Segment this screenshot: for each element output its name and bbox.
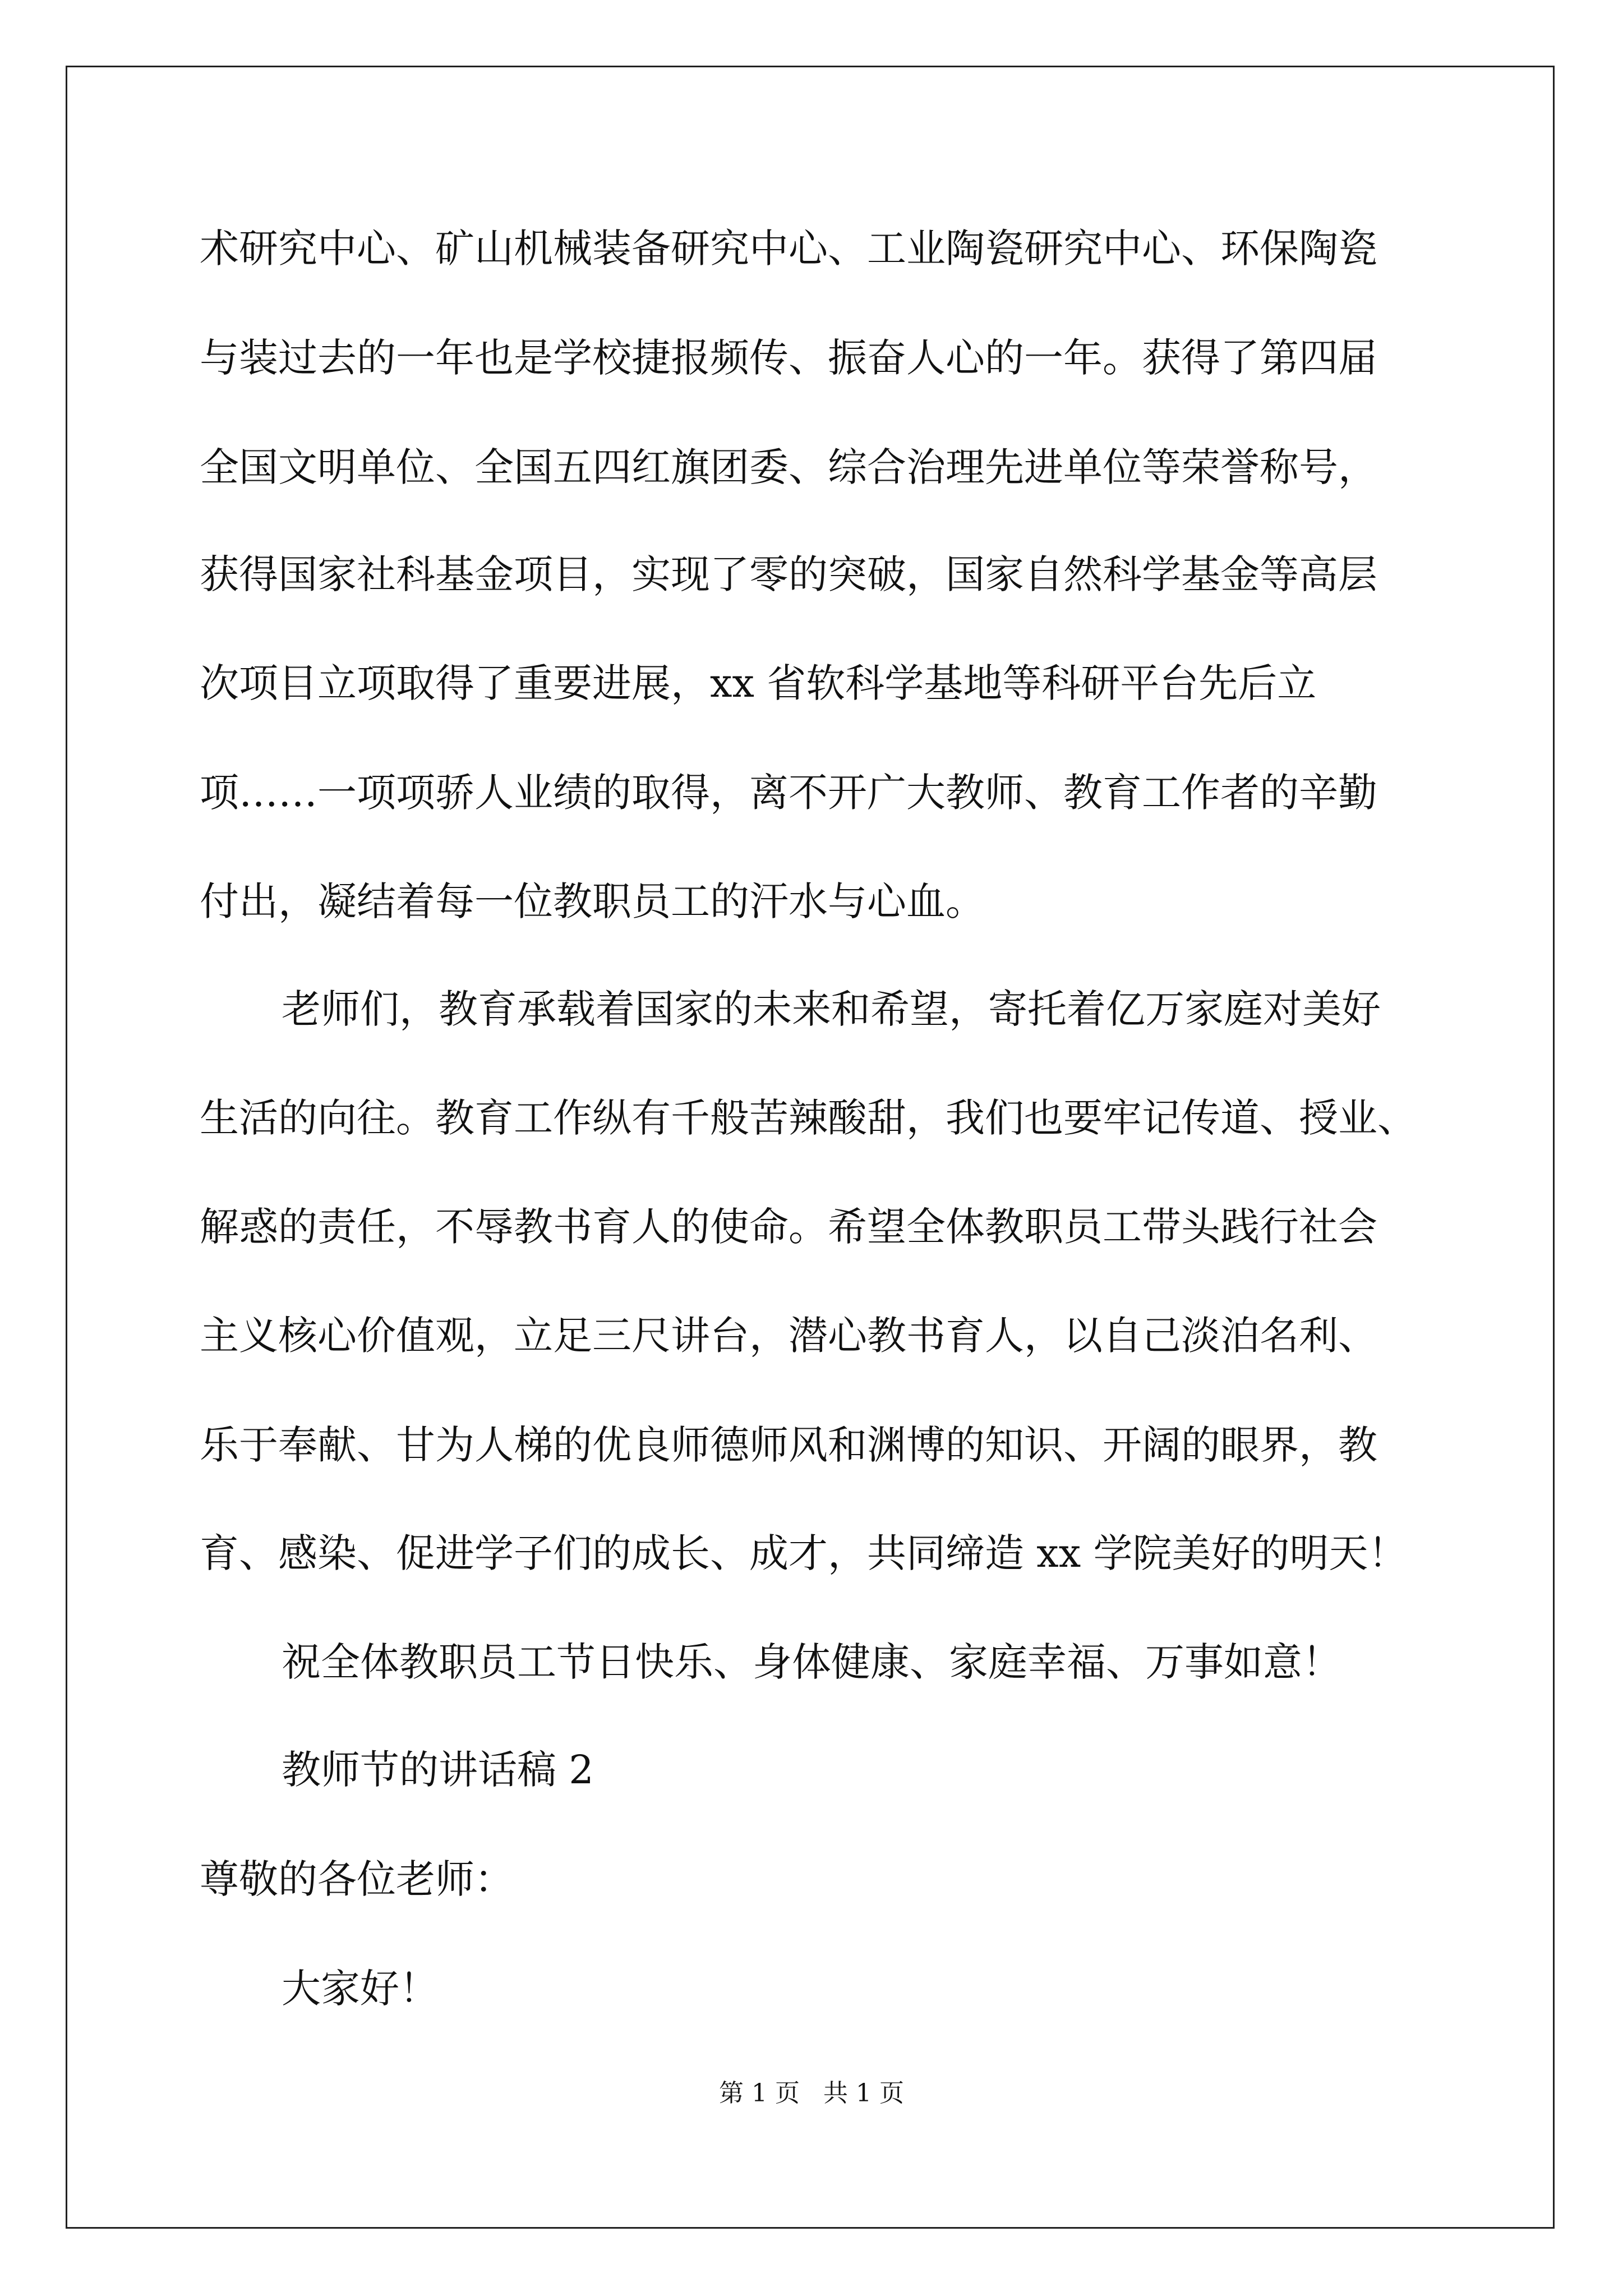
page-border [66, 66, 1555, 2229]
body-line-3: 全国文明单位、全国五四红旗团委、综合治理先进单位等荣誉称号， [200, 444, 1377, 490]
body-line-1: 术研究中心、矿山机械装备研究中心、工业陶瓷研究中心、环保陶瓷 [200, 226, 1377, 272]
body-line-6: 项……一项项骄人业绩的取得，离不开广大教师、教育工作者的辛勤 [200, 770, 1377, 816]
body-line-8: 老师们，教育承载着国家的未来和希望，寄托着亿万家庭对美好 [282, 986, 1381, 1032]
greeting-wishes: 祝全体教职员工节日快乐、身体健康、家庭幸福、万事如意！ [282, 1639, 1341, 1685]
salutation: 尊敬的各位老师： [200, 1856, 514, 1902]
body-line-7: 付出，凝结着每一位教职员工的汗水与心血。 [200, 878, 985, 924]
body-line-12: 乐于奉献、甘为人梯的优良师德师风和渊博的知识、开阔的眼界，教 [200, 1422, 1377, 1468]
body-line-13: 育、感染、促进学子们的成长、成才，共同缔造 xx 学院美好的明天！ [200, 1530, 1408, 1576]
section-title: 教师节的讲话稿 2 [282, 1747, 594, 1793]
body-line-2: 与装过去的一年也是学校捷报频传、振奋人心的一年。获得了第四届 [200, 335, 1377, 381]
hello-line: 大家好！ [282, 1966, 439, 2012]
body-line-5: 次项目立项取得了重要进展，xx 省软科学基地等科研平台先后立 [200, 660, 1317, 706]
body-line-10: 解惑的责任，不辱教书育人的使命。希望全体教职员工带头践行社会 [200, 1204, 1377, 1250]
body-line-9: 生活的向往。教育工作纵有千般苦辣酸甜，我们也要牢记传道、授业、 [200, 1095, 1417, 1141]
body-line-11: 主义核心价值观，立足三尺讲台，潜心教书育人，以自己淡泊名利、 [200, 1313, 1377, 1359]
body-line-4: 获得国家社科基金项目，实现了零的突破，国家自然科学基金等高层 [200, 551, 1377, 597]
page-footer: 第 1 页 共 1 页 [719, 2079, 904, 2108]
